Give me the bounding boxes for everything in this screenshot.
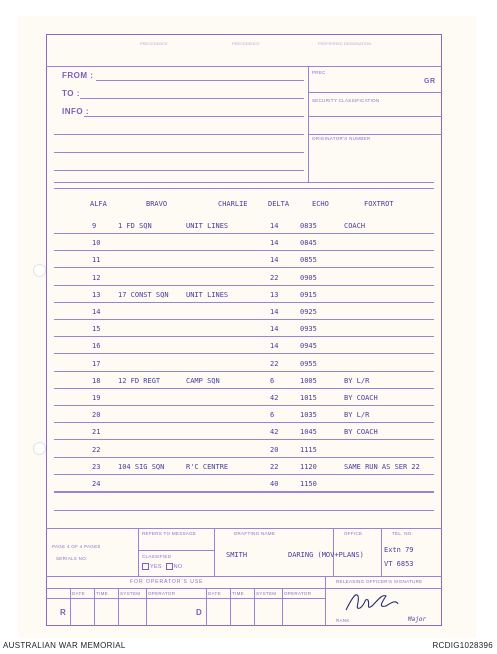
d-col-system: SYSTEM xyxy=(256,591,277,596)
r-col-time: TIME xyxy=(96,591,108,596)
r-col-operator: OPERATOR xyxy=(148,591,176,596)
cell-alfa: 21 xyxy=(92,428,101,437)
cell-echo: 1015 xyxy=(300,394,317,402)
row-rule xyxy=(54,302,434,303)
cell-alfa: 9 xyxy=(92,222,97,230)
cell-echo: 0935 xyxy=(300,325,317,334)
cell-delta: 13 xyxy=(270,290,279,299)
d-col-date: DATE xyxy=(208,591,221,596)
cell-bravo: 12 FD REGT xyxy=(118,376,161,385)
row-rule xyxy=(54,353,434,354)
row-rule xyxy=(54,439,434,440)
cell-foxtrot: BY L/R xyxy=(344,411,370,420)
cell-delta: 22 xyxy=(270,273,279,282)
message-form xyxy=(46,34,442,626)
cell-delta: 14 xyxy=(270,325,279,334)
cell-delta: 42 xyxy=(270,428,279,437)
cell-bravo: 17 CONST SQN xyxy=(118,290,169,299)
column-header-alfa: ALFA xyxy=(90,200,107,208)
cell-echo: 1045 xyxy=(300,428,317,437)
cell-echo: 0855 xyxy=(300,256,317,265)
prec-label: PREC xyxy=(312,70,326,75)
cell-delta: 14 xyxy=(270,308,279,316)
from-label: FROM : xyxy=(62,71,94,80)
no-checkbox[interactable] xyxy=(166,563,173,570)
cell-foxtrot: COACH xyxy=(344,222,366,230)
classified-options xyxy=(142,563,182,570)
cell-alfa: 17 xyxy=(92,359,101,368)
cell-alfa: 16 xyxy=(92,342,101,351)
column-header-bravo: BRAVO xyxy=(146,200,168,208)
prec-code: GR xyxy=(424,78,436,85)
cell-delta: 22 xyxy=(270,462,279,471)
r-label: R xyxy=(60,608,67,617)
cell-alfa: 11 xyxy=(92,256,101,265)
office-label: OFFICE xyxy=(344,531,363,536)
punch-hole-top xyxy=(33,264,46,277)
top-label-3: PREFERRED DESIGNATION xyxy=(318,41,372,46)
row-rule xyxy=(54,405,434,406)
tel-no-label: TEL. NO. xyxy=(392,531,414,536)
cell-echo: 0905 xyxy=(300,273,317,282)
cell-alfa: 20 xyxy=(92,411,101,420)
rank-value: Major xyxy=(408,616,427,623)
row-rule xyxy=(54,388,434,389)
row-rule xyxy=(54,233,434,234)
d-col-time: TIME xyxy=(232,591,244,596)
cell-foxtrot: BY L/R xyxy=(344,376,370,385)
cell-delta: 42 xyxy=(270,394,279,402)
r-col-date: DATE xyxy=(72,591,85,596)
top-label-2: PRECEDENCE xyxy=(232,41,260,46)
cell-echo: 1035 xyxy=(300,411,317,420)
cell-bravo: 104 SIG SQN xyxy=(118,462,165,471)
officer-signature xyxy=(342,588,402,616)
tel-value-1: Extn 79 xyxy=(384,546,414,554)
cell-delta: 22 xyxy=(270,359,279,368)
row-rule xyxy=(54,285,434,286)
cell-echo: 1115 xyxy=(300,445,317,454)
cell-echo: 0945 xyxy=(300,342,317,351)
d-col-operator: OPERATOR xyxy=(284,591,312,596)
footer-right: RCDIG1028396 xyxy=(432,641,493,650)
cell-charlie: CAMP SQN xyxy=(186,376,220,385)
cell-echo: 0915 xyxy=(300,290,317,299)
to-label: TO : xyxy=(62,89,80,98)
cell-alfa: 10 xyxy=(92,239,101,248)
page-of-pages-label: PAGE 4 OF 4 PAGES xyxy=(52,544,101,549)
cell-alfa: 24 xyxy=(92,480,101,488)
cell-charlie: R'C CENTRE xyxy=(186,462,229,471)
cell-charlie: UNIT LINES xyxy=(186,222,229,230)
cell-charlie: UNIT LINES xyxy=(186,290,229,299)
cell-delta: 14 xyxy=(270,342,279,351)
column-header-echo: ECHO xyxy=(312,200,329,208)
cell-foxtrot: SAME RUN AS SER 22 xyxy=(344,462,420,471)
cell-delta: 6 xyxy=(270,376,275,385)
info-label: INFO : xyxy=(62,107,89,116)
row-rule xyxy=(54,371,434,372)
cell-alfa: 19 xyxy=(92,394,101,402)
cell-delta: 40 xyxy=(270,480,279,488)
cell-bravo: 1 FD SQN xyxy=(118,222,152,230)
row-rule xyxy=(54,457,434,458)
serials-no-label: SERIALS NO. xyxy=(56,556,88,561)
cell-foxtrot: BY COACH xyxy=(344,428,378,437)
column-header-charlie: CHARLIE xyxy=(218,200,248,208)
top-label-1: PRECEDENCE xyxy=(140,41,168,46)
cell-echo: 1150 xyxy=(300,480,317,488)
cell-alfa: 22 xyxy=(92,445,101,454)
cell-alfa: 13 xyxy=(92,290,101,299)
drafting-name-label: DRAFTING NAME xyxy=(234,531,276,536)
column-header-delta: DELTA xyxy=(268,200,290,208)
cell-alfa: 12 xyxy=(92,273,101,282)
no-label: NO xyxy=(173,563,183,570)
cell-delta: 14 xyxy=(270,256,279,265)
cell-echo: 0955 xyxy=(300,359,317,368)
cell-alfa: 23 xyxy=(92,462,101,471)
cell-delta: 14 xyxy=(270,239,279,248)
row-rule xyxy=(54,422,434,423)
d-label: D xyxy=(196,608,203,617)
originators-number-label: ORIGINATOR'S NUMBER xyxy=(312,136,371,141)
cell-echo: 1120 xyxy=(300,462,317,471)
releasing-officer-label: RELEASING OFFICER'S SIGNATURE xyxy=(336,579,423,584)
cell-alfa: 14 xyxy=(92,308,101,316)
cell-echo: 0835 xyxy=(300,222,317,230)
security-classification-label: SECURITY CLASSIFICATION xyxy=(312,98,380,103)
row-rule xyxy=(54,267,434,268)
cell-alfa: 18 xyxy=(92,376,101,385)
r-col-system: SYSTEM xyxy=(120,591,141,596)
tel-value-2: VT 6853 xyxy=(384,560,414,568)
yes-checkbox[interactable] xyxy=(142,563,149,570)
cell-delta: 20 xyxy=(270,445,279,454)
drafter-name: SMITH xyxy=(226,551,248,559)
cell-echo: 0845 xyxy=(300,239,317,248)
column-header-foxtrot: FOXTROT xyxy=(364,200,394,208)
cell-echo: 0925 xyxy=(300,308,317,316)
row-rule xyxy=(54,336,434,337)
cell-delta: 14 xyxy=(270,222,279,230)
row-rule xyxy=(54,474,434,475)
office-value: DARING (MOV+PLANS) xyxy=(288,551,364,559)
footer-left: AUSTRALIAN WAR MEMORIAL xyxy=(3,641,126,650)
classified-label: CLASSIFIED xyxy=(142,554,172,559)
cell-alfa: 15 xyxy=(92,325,101,334)
yes-label: YES xyxy=(150,563,162,570)
row-rule xyxy=(54,319,434,320)
cell-foxtrot: BY COACH xyxy=(344,394,378,402)
row-rule xyxy=(54,250,434,251)
rank-label: RANK xyxy=(336,618,350,623)
cell-echo: 1005 xyxy=(300,376,317,385)
for-operators-use-label: FOR OPERATOR'S USE xyxy=(130,579,204,585)
refers-to-message-label: REFERS TO MESSAGE xyxy=(142,531,197,536)
cell-delta: 6 xyxy=(270,411,275,420)
punch-hole-bottom xyxy=(33,442,46,455)
